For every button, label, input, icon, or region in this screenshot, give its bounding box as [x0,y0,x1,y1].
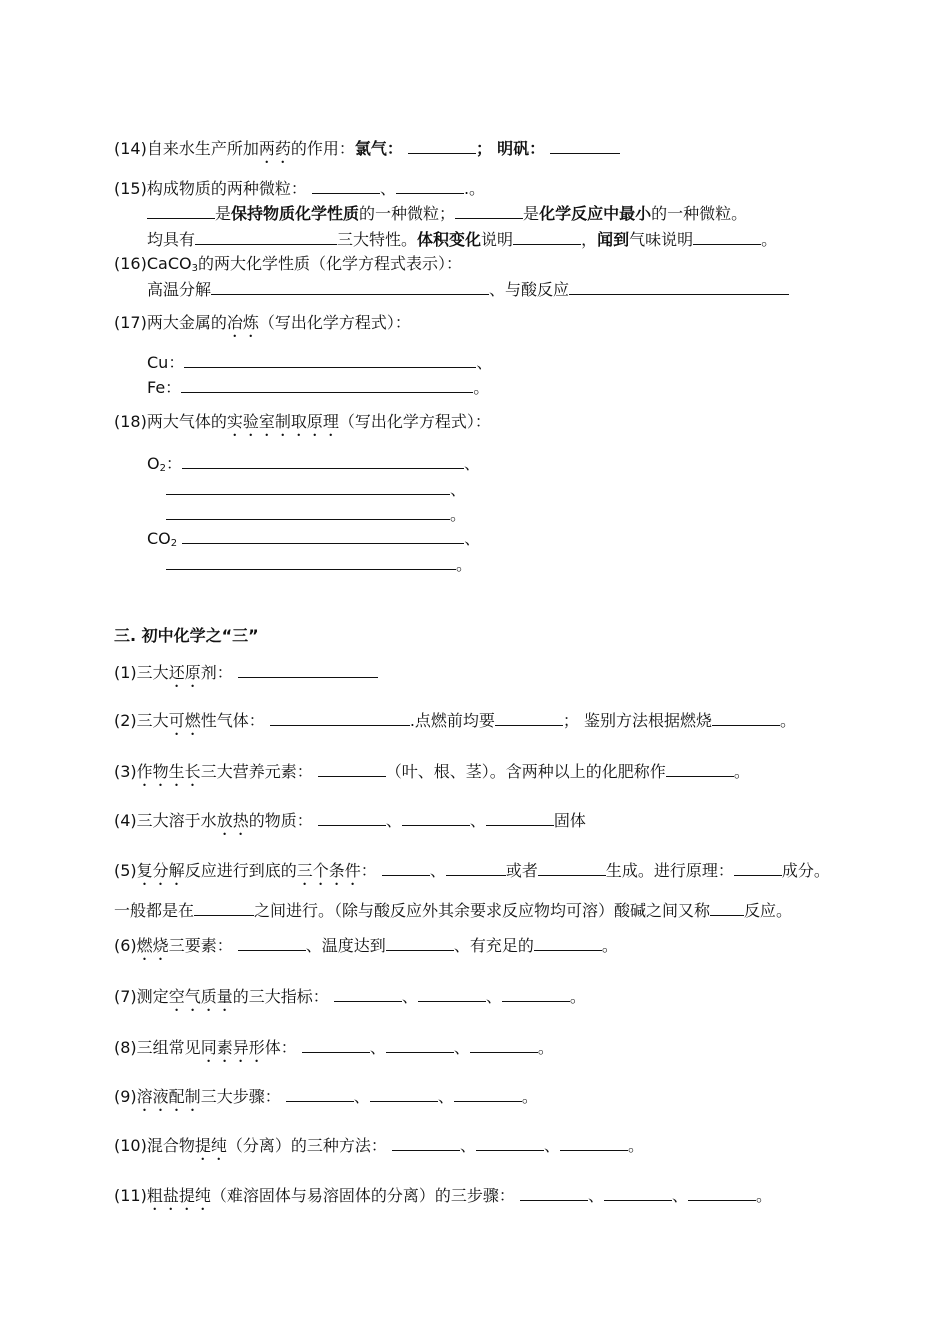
blank-o2-equation-1[interactable] [182,452,464,469]
blank-reducing-agents[interactable] [238,661,378,678]
blank-three-properties[interactable] [195,228,337,245]
item-7: (7)测定空气质量的三大指标： 、 、 。 [114,987,586,1006]
blank-o2-equation-2[interactable] [166,478,450,495]
blank-salt-step-3[interactable] [688,1184,756,1201]
blank-acid-base[interactable] [710,899,744,916]
blank-condition-3[interactable] [538,859,606,876]
blank-flammable-gases[interactable] [270,709,410,726]
blank-o2-equation-3[interactable] [166,503,450,520]
blank-alum[interactable] [550,137,620,154]
blank-air-index-2[interactable] [418,985,486,1002]
blank-compound-fertilizer[interactable] [666,760,734,777]
question-16-line-2: 高温分解 、与酸反应 [147,278,789,301]
blank-air-index-1[interactable] [334,985,402,1002]
blank-particle-1[interactable] [312,177,380,194]
blank-between[interactable] [194,899,254,916]
item-3: (3)作物生长三大营养元素： （叶、根、茎）。含两种以上的化肥称作 。 [114,762,750,781]
blank-principle[interactable] [734,859,782,876]
blank-salt-step-1[interactable] [520,1184,588,1201]
blank-smell[interactable] [693,228,761,245]
blank-atom[interactable] [455,202,523,219]
item-11: (11)粗盐提纯（难溶固体与易溶固体的分离）的三步骤： 、 、 。 [114,1186,773,1205]
question-15-line-2: 是保持物质化学性质的一种微粒； 是化学反应中最小的一种微粒。 [147,202,747,225]
blank-exothermic-3[interactable] [486,809,554,826]
section-3-heading: 三. 初中化学之“三” [114,626,259,645]
blank-ignition-point[interactable] [386,934,454,951]
blank-method-2[interactable] [476,1134,544,1151]
blank-condition-1[interactable] [382,859,430,876]
blank-method-1[interactable] [392,1134,460,1151]
blank-particle-2[interactable] [396,177,464,194]
question-17: (17)两大金属的冶炼（写出化学方程式）： [114,313,411,332]
item-6: (6)燃烧三要素： 、温度达到 、有充足的 。 [114,936,618,955]
blank-allotrope-3[interactable] [470,1036,538,1053]
item-1: (1)三大还原剂： [114,661,378,691]
blank-co2-equation-2[interactable] [166,553,456,570]
question-18-co2-line-2: 。 [166,553,472,576]
blank-step-2[interactable] [370,1085,438,1102]
question-18-o2: $O_2$： 、 [147,454,480,474]
blank-condition-2[interactable] [446,859,506,876]
item-4: (4)三大溶于水放热的物质： 、 、 固体 [114,811,586,830]
blank-allotrope-2[interactable] [386,1036,454,1053]
blank-chlorine[interactable] [408,137,476,154]
blank-combustible[interactable] [238,934,306,951]
blank-salt-step-2[interactable] [604,1184,672,1201]
blank-molecule[interactable] [147,202,215,219]
blank-step-3[interactable] [454,1085,522,1102]
blank-before-ignition[interactable] [495,709,563,726]
item-9: (9)溶液配制三大步骤： 、 、 。 [114,1087,538,1106]
item-2: (2)三大可燃性气体： .点燃前均要 ； 鉴别方法根据燃烧 。 [114,711,797,730]
item-8: (8)三组常见同素异形体： 、 、 。 [114,1038,554,1057]
blank-volume-change[interactable] [513,228,581,245]
question-18-co2: $CO_2$ 、 [147,529,481,549]
blank-fe-equation[interactable] [181,376,473,393]
blank-step-1[interactable] [286,1085,354,1102]
blank-decomposition[interactable] [211,278,489,295]
item-5-line-2: 一般都是在 之间进行。（除与酸反应外其余要求反应物均可溶）酸碱之间又称 反应。 [114,901,793,920]
blank-allotrope-1[interactable] [302,1036,370,1053]
blank-co2-equation-1[interactable] [182,527,464,544]
blank-acid-reaction[interactable] [569,278,789,295]
item-10: (10)混合物提纯（分离）的三种方法： 、 、 。 [114,1136,645,1155]
question-14: (14)自来水生产所加两药的作用：氯气： ； 明矾： [114,137,620,167]
question-15: (15)构成物质的两种微粒： 、 .。 [114,179,486,198]
blank-exothermic-1[interactable] [318,809,386,826]
blank-nutrients[interactable] [318,760,386,777]
blank-oxygen[interactable] [534,934,602,951]
blank-identify-method[interactable] [712,709,780,726]
question-15-line-3: 均具有 三大特性。体积变化说明 ，闻到气味说明 。 [147,230,778,249]
question-17-cu: Cu： 、 [147,353,493,372]
question-18-o2-line-3: 。 [166,503,466,526]
question-18: (18)两大气体的实验室制取原理（写出化学方程式）： [114,412,491,431]
item-5: (5)复分解反应进行到底的三个条件： 、 或者 生成。进行原理： 成分。 [114,861,830,880]
question-18-o2-line-2: 、 [166,478,466,501]
blank-method-3[interactable] [560,1134,628,1151]
blank-air-index-3[interactable] [502,985,570,1002]
question-17-fe: Fe： 。 [147,378,490,397]
blank-cu-equation[interactable] [184,351,476,368]
blank-exothermic-2[interactable] [402,809,470,826]
question-16: (16)CaCO$_3$的两大化学性质（化学方程式表示）： [114,254,462,274]
